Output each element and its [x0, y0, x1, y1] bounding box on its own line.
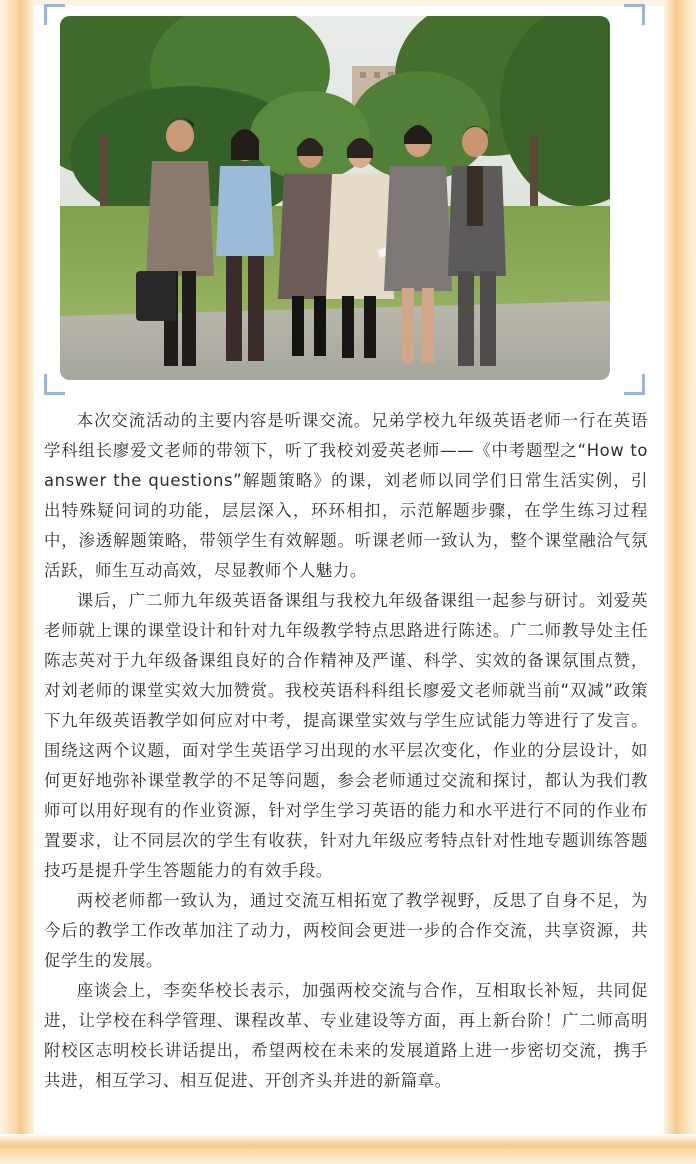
frame-left-border	[0, 0, 34, 1164]
frame-right-border	[664, 0, 696, 1164]
article-paragraph-3: 两校老师都一致认为，通过交流互相拓宽了教学视野，反思了自身不足，为今后的教学工作改革加注了动力，两校间会更进一步的合作交流，共享资源，共促学生的发展。	[44, 891, 648, 970]
group-photo-illustration	[60, 16, 610, 380]
frame-bottom-border	[0, 1134, 696, 1164]
article-paragraph-2: 课后，广二师九年级英语备课组与我校九年级备课组一起参与研讨。刘爱英老师就上课的课堂设计和针对九年级教学特点思路进行陈述。广二师教导处主任陈志英对于九年级备课组良好的合作精神及严谨、科学、实效的备课氛围点赞，对刘老师的课堂实效大加赞赏。我校英语科科组长廖爱文老师就当前“双减”政策下九年级英语教学如何应对中考，提高课堂实效与学生应试能力等进行了发言。围绕这两个议题，面对学生英语学习出现的水平层次变化，作业的分层设计，如何更好地弥补课堂教学的不足等问题，参会老师通过交流和探讨，都认为我们教师可以用好现有的作业资源，针对学生学习英语的能力和水平进行不同的作业布置要求，让不同层次的学生有收获，针对九年级应考特点针对性地专题训练答题技巧是提升学生答题能力的有效手段。	[44, 591, 648, 880]
article-body	[44, 406, 648, 1096]
group-photo[interactable]	[60, 16, 610, 380]
article-paragraph-1: 本次交流活动的主要内容是听课交流。兄弟学校九年级英语老师一行在英语学科组长廖爱文老师的带领下，听了我校刘爱英老师——《中考题型之“How to answer the questions”解题策略》的课，刘老师以同学们日常生活实例，引出特殊疑问词的功能，层层深入，环环相扣，示范解题步骤，在学生练习过程中，渗透解题策略，带领学生有效解题。听课老师一致认为，整个课堂融洽气氛活跃，师生互动高效，尽显教师个人魅力。	[44, 411, 648, 580]
frame-top-border	[0, 0, 696, 6]
corner-bracket-bottom-left	[44, 374, 65, 395]
corner-bracket-top-right	[624, 4, 645, 25]
article-paragraph-4: 座谈会上，李奕华校长表示，加强两校交流与合作，互相取长补短，共同促进，让学校在科学管理、课程改革、专业建设等方面，再上新台阶！广二师高明附校区志明校长讲话提出，希望两校在未来的发展道路上进一步密切交流，携手共进，相互学习、相互促进、开创齐头并进的新篇章。	[44, 981, 648, 1090]
corner-bracket-bottom-right	[624, 374, 645, 395]
